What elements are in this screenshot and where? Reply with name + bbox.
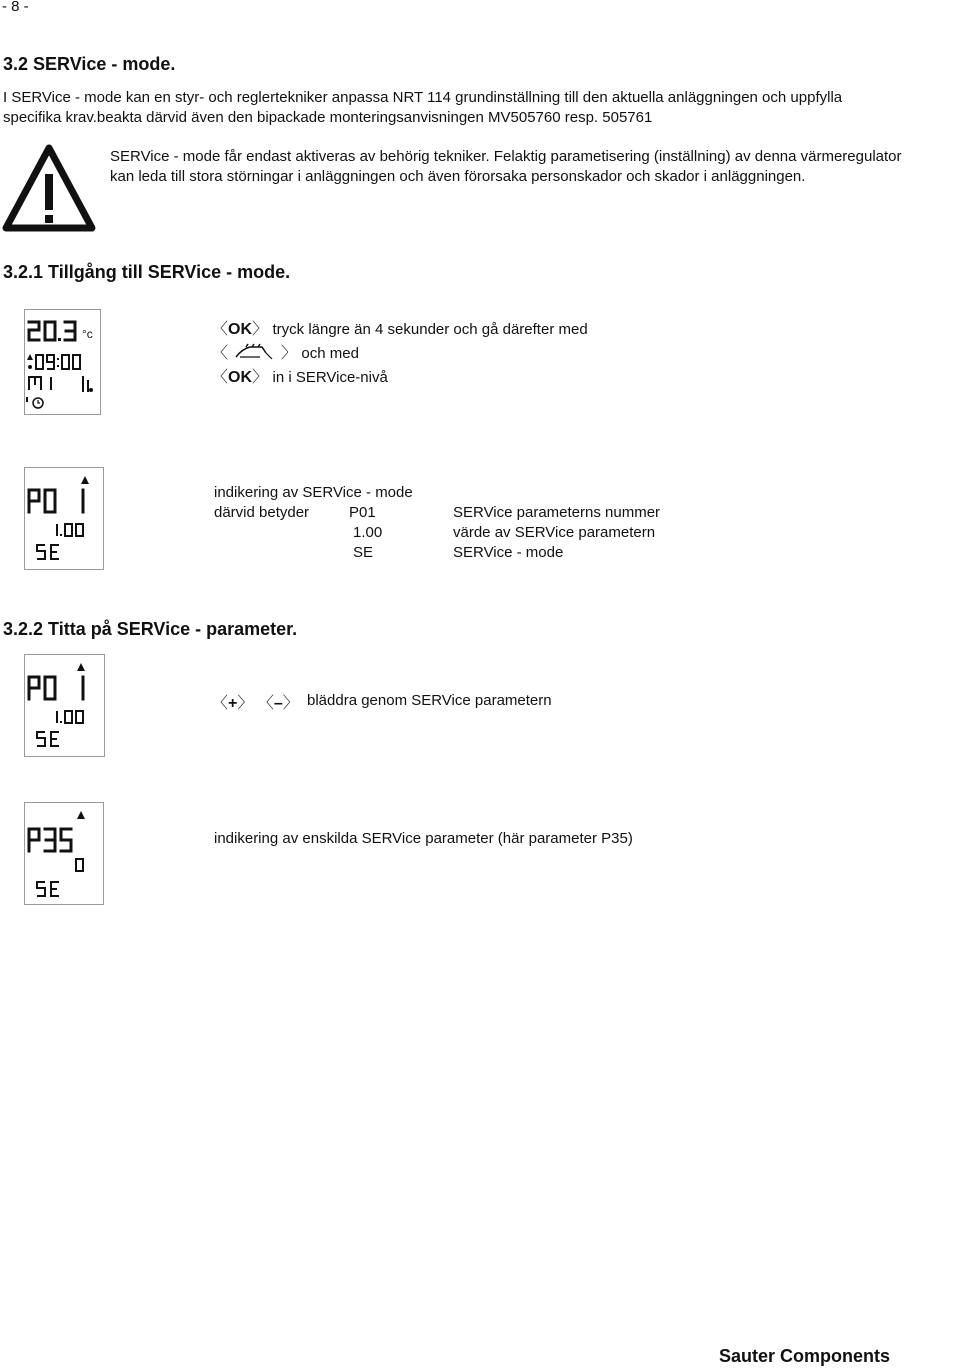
legend-desc-1: SERVice parameterns nummer xyxy=(453,504,661,521)
plus-button[interactable]: + xyxy=(228,695,238,712)
step-3: 〈OK〉 in i SERVice-nivå xyxy=(212,369,388,386)
step-3-text: in i SERVice-nivå xyxy=(272,369,388,386)
service-mode-info-title: indikering av SERVice - mode xyxy=(214,484,413,501)
warning-line-1: SERVice - mode får endast aktiveras av behörig tekniker. Felaktig parametisering (inställning) av denna värmeregulator xyxy=(110,148,902,165)
lcd-service-p01 xyxy=(24,467,104,570)
step-1-text: tryck längre än 4 sekunder och gå därefter med xyxy=(272,321,588,338)
intro-line-1: I SERVice - mode kan en styr- och reglertekniker anpassa NRT 114 grundinställning till den aktuella anläggningen och uppfylla xyxy=(3,89,843,106)
subsection-title-view: 3.2.2 Titta på SERVice - parameter. xyxy=(3,619,298,639)
service-mode-info-prefix: därvid betyder xyxy=(214,504,310,521)
keys-description: bläddra genom SERVice parametern xyxy=(307,692,552,709)
minus-button[interactable]: – xyxy=(273,695,283,712)
step-2-text: och med xyxy=(301,345,359,362)
step-1: 〈OK〉 tryck längre än 4 sekunder och gå därefter med xyxy=(212,321,588,338)
legend-desc-2: värde av SERVice parametern xyxy=(453,524,656,541)
hand-dial-icon[interactable] xyxy=(232,343,276,361)
plus-minus-keys: 〈+〉 〈–〉 xyxy=(212,695,299,712)
step-2: 〈 〉 och med xyxy=(212,345,359,362)
lcd-service-p01-view xyxy=(24,654,105,757)
legend-code-3: SE xyxy=(353,544,374,561)
lcd-home-display xyxy=(24,309,101,415)
legend-desc-3: SERVice - mode xyxy=(453,544,564,561)
temp-unit: °c xyxy=(82,327,93,341)
p35-description: indikering av enskilda SERVice parameter (här parameter P35) xyxy=(214,830,633,847)
legend-code-2: 1.00 xyxy=(353,524,383,541)
warning-triangle-icon xyxy=(0,140,98,236)
warning-line-2: kan leda till stora störningar i anläggningen och även förorsaka personskador och skador i anläggningen. xyxy=(110,168,806,185)
lcd-service-p35 xyxy=(24,802,104,905)
section-title: 3.2 SERVice - mode. xyxy=(3,54,176,74)
ok-button-2[interactable]: OK xyxy=(228,369,253,386)
intro-line-2: specifika krav.beakta därvid även den bipackade monteringsanvisningen MV505760 resp. 505761 xyxy=(3,109,653,126)
footer-company: Sauter Components xyxy=(719,1346,891,1366)
page-number: - 8 - xyxy=(2,0,29,15)
ok-button[interactable]: OK xyxy=(228,321,253,338)
legend-code-1: P01 xyxy=(349,504,376,521)
subsection-title-access: 3.2.1 Tillgång till SERVice - mode. xyxy=(3,262,291,282)
